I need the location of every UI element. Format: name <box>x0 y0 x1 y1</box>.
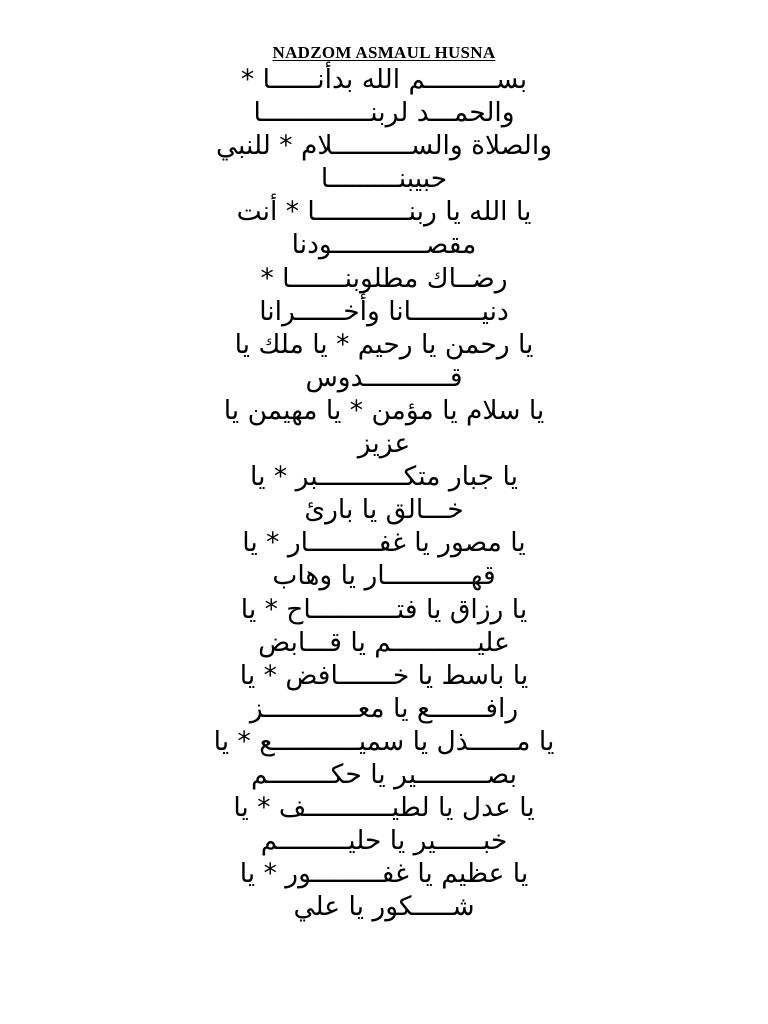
poem-line: مقصــــــــــــودنا <box>291 229 477 261</box>
poem-body <box>60 63 708 923</box>
poem-line: بصـــــــــير يا حكــــــــم <box>251 758 517 790</box>
poem-line: قهـــــــــــار يا وهاب <box>272 560 496 592</box>
poem-line: عليـــــــــــم يا قـــابض <box>258 626 510 658</box>
document-title: NADZOM ASMAUL HUSNA <box>272 43 496 62</box>
poem-line: خبــــــير يا حليـــــــــم <box>260 825 508 857</box>
poem-line: يا رزاق يا فتـــــــــــاح * يا <box>240 593 528 625</box>
poem-line: يا عظيم يا غفـــــــــور * يا <box>239 858 529 890</box>
poem-line: دنيـــــــــانا وأخــــــرانا <box>259 295 509 327</box>
poem-line: عزيز <box>357 428 411 460</box>
poem-line: رضــاك مطلوبنـــــــا * <box>260 262 508 294</box>
poem-line: يا باسط يا خـــــــافض * يا <box>239 659 529 691</box>
poem-line: والحمـــد لربنــــــــــــــا <box>253 97 515 129</box>
poem-line: يا مــــــذل يا سميـــــــــــع * يا <box>213 725 555 757</box>
poem-line: يا مصور يا غفـــــــــار * يا <box>242 527 526 559</box>
poem-line: خـــالق يا بارئ <box>304 494 464 526</box>
poem-line: يا سلام يا مؤمن * يا مهيمن يا <box>223 394 545 426</box>
poem-line: بســـــــــم الله بدأنــــــا * <box>240 64 528 95</box>
poem-line: شـــــكور يا علي <box>293 891 475 923</box>
poem-line: والصلاة والســــــــــلام * للنبي <box>215 130 553 162</box>
poem-line: حبيبنـــــــــا <box>320 163 448 195</box>
poem-line: قـــــــــــدوس <box>305 361 463 393</box>
poem-line: رافـــــــع يا معــــــــــــز <box>249 692 519 724</box>
poem-line: يا جبار متكـــــــــــبر * يا <box>250 461 518 493</box>
poem-line: يا رحمن يا رحيم * يا ملك يا <box>234 328 534 360</box>
poem-line: يا الله يا ربنــــــــــــا * أنت <box>236 196 532 228</box>
poem-line: يا عدل يا لطيـــــــــــف * يا <box>233 792 535 824</box>
